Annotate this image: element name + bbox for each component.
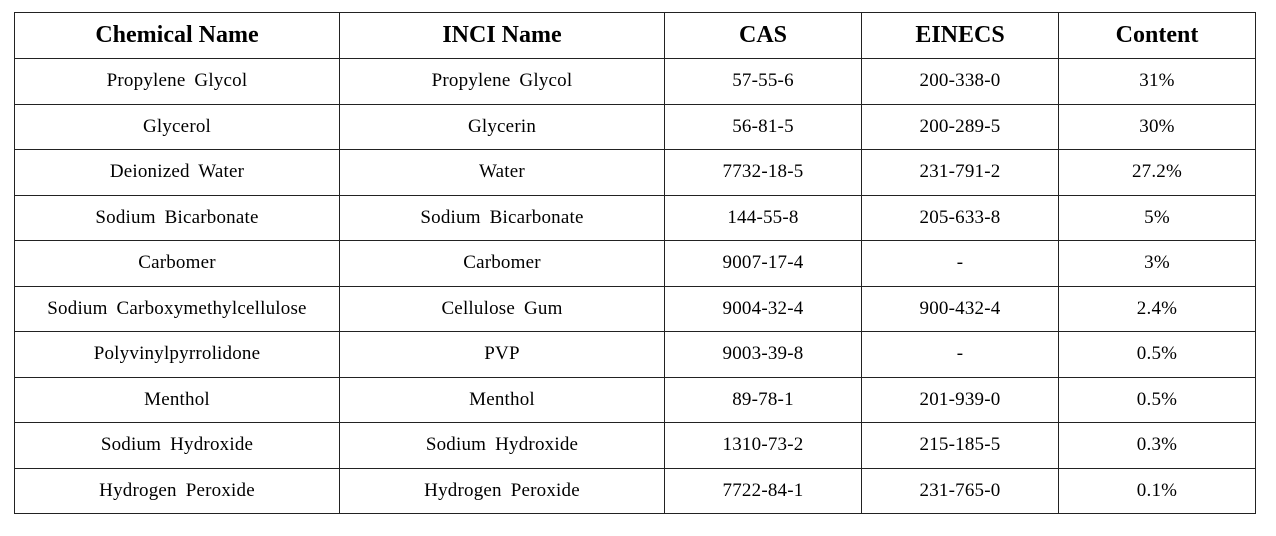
- table-row: [15, 150, 1256, 196]
- header-cas: CAS: [665, 13, 862, 59]
- header-inci-name: INCI Name: [340, 13, 665, 59]
- header-content: Content: [1059, 13, 1256, 59]
- cas-cell: 9007-17-4: [665, 241, 862, 287]
- chemical-name-cell: Deionized Water: [15, 150, 340, 196]
- table-row: [15, 468, 1256, 514]
- cas-cell: 144-55-8: [665, 195, 862, 241]
- chemical-name-cell: Sodium Bicarbonate: [15, 195, 340, 241]
- table-row: [15, 195, 1256, 241]
- content-cell: 31%: [1059, 59, 1256, 105]
- table-row: [15, 377, 1256, 423]
- content-cell: 5%: [1059, 195, 1256, 241]
- einecs-cell: 900-432-4: [862, 286, 1059, 332]
- table-row: [15, 241, 1256, 287]
- inci-name-cell: Sodium Bicarbonate: [340, 195, 665, 241]
- content-cell: 2.4%: [1059, 286, 1256, 332]
- einecs-cell: 231-765-0: [862, 468, 1059, 514]
- table-row: [15, 104, 1256, 150]
- einecs-cell: 201-939-0: [862, 377, 1059, 423]
- table-row: [15, 423, 1256, 469]
- inci-name-cell: PVP: [340, 332, 665, 378]
- cas-cell: 57-55-6: [665, 59, 862, 105]
- table-header: [15, 13, 1256, 59]
- inci-name-cell: Sodium Hydroxide: [340, 423, 665, 469]
- table-row: [15, 286, 1256, 332]
- header-chemical-name: Chemical Name: [15, 13, 340, 59]
- chemical-name-cell: Glycerol: [15, 104, 340, 150]
- chemical-name-cell: Propylene Glycol: [15, 59, 340, 105]
- table-body: [15, 59, 1256, 514]
- inci-name-cell: Propylene Glycol: [340, 59, 665, 105]
- content-cell: 0.3%: [1059, 423, 1256, 469]
- chemical-name-cell: Polyvinylpyrrolidone: [15, 332, 340, 378]
- chemical-name-cell: Sodium Carboxymethylcellulose: [15, 286, 340, 332]
- header-row: [15, 13, 1256, 59]
- content-cell: 27.2%: [1059, 150, 1256, 196]
- einecs-cell: -: [862, 332, 1059, 378]
- cas-cell: 1310-73-2: [665, 423, 862, 469]
- einecs-cell: 205-633-8: [862, 195, 1059, 241]
- content-cell: 0.1%: [1059, 468, 1256, 514]
- content-cell: 0.5%: [1059, 377, 1256, 423]
- einecs-cell: -: [862, 241, 1059, 287]
- content-cell: 0.5%: [1059, 332, 1256, 378]
- chemical-name-cell: Menthol: [15, 377, 340, 423]
- inci-name-cell: Cellulose Gum: [340, 286, 665, 332]
- table-row: [15, 332, 1256, 378]
- content-cell: 30%: [1059, 104, 1256, 150]
- cas-cell: 7732-18-5: [665, 150, 862, 196]
- einecs-cell: 215-185-5: [862, 423, 1059, 469]
- cas-cell: 9004-32-4: [665, 286, 862, 332]
- header-einecs: EINECS: [862, 13, 1059, 59]
- content-cell: 3%: [1059, 241, 1256, 287]
- einecs-cell: 200-338-0: [862, 59, 1059, 105]
- inci-name-cell: Hydrogen Peroxide: [340, 468, 665, 514]
- inci-name-cell: Water: [340, 150, 665, 196]
- inci-name-cell: Carbomer: [340, 241, 665, 287]
- chemical-name-cell: Hydrogen Peroxide: [15, 468, 340, 514]
- table-row: [15, 59, 1256, 105]
- ingredients-table: [14, 12, 1256, 514]
- cas-cell: 7722-84-1: [665, 468, 862, 514]
- cas-cell: 9003-39-8: [665, 332, 862, 378]
- chemical-name-cell: Sodium Hydroxide: [15, 423, 340, 469]
- einecs-cell: 231-791-2: [862, 150, 1059, 196]
- chemical-name-cell: Carbomer: [15, 241, 340, 287]
- cas-cell: 56-81-5: [665, 104, 862, 150]
- einecs-cell: 200-289-5: [862, 104, 1059, 150]
- inci-name-cell: Menthol: [340, 377, 665, 423]
- inci-name-cell: Glycerin: [340, 104, 665, 150]
- cas-cell: 89-78-1: [665, 377, 862, 423]
